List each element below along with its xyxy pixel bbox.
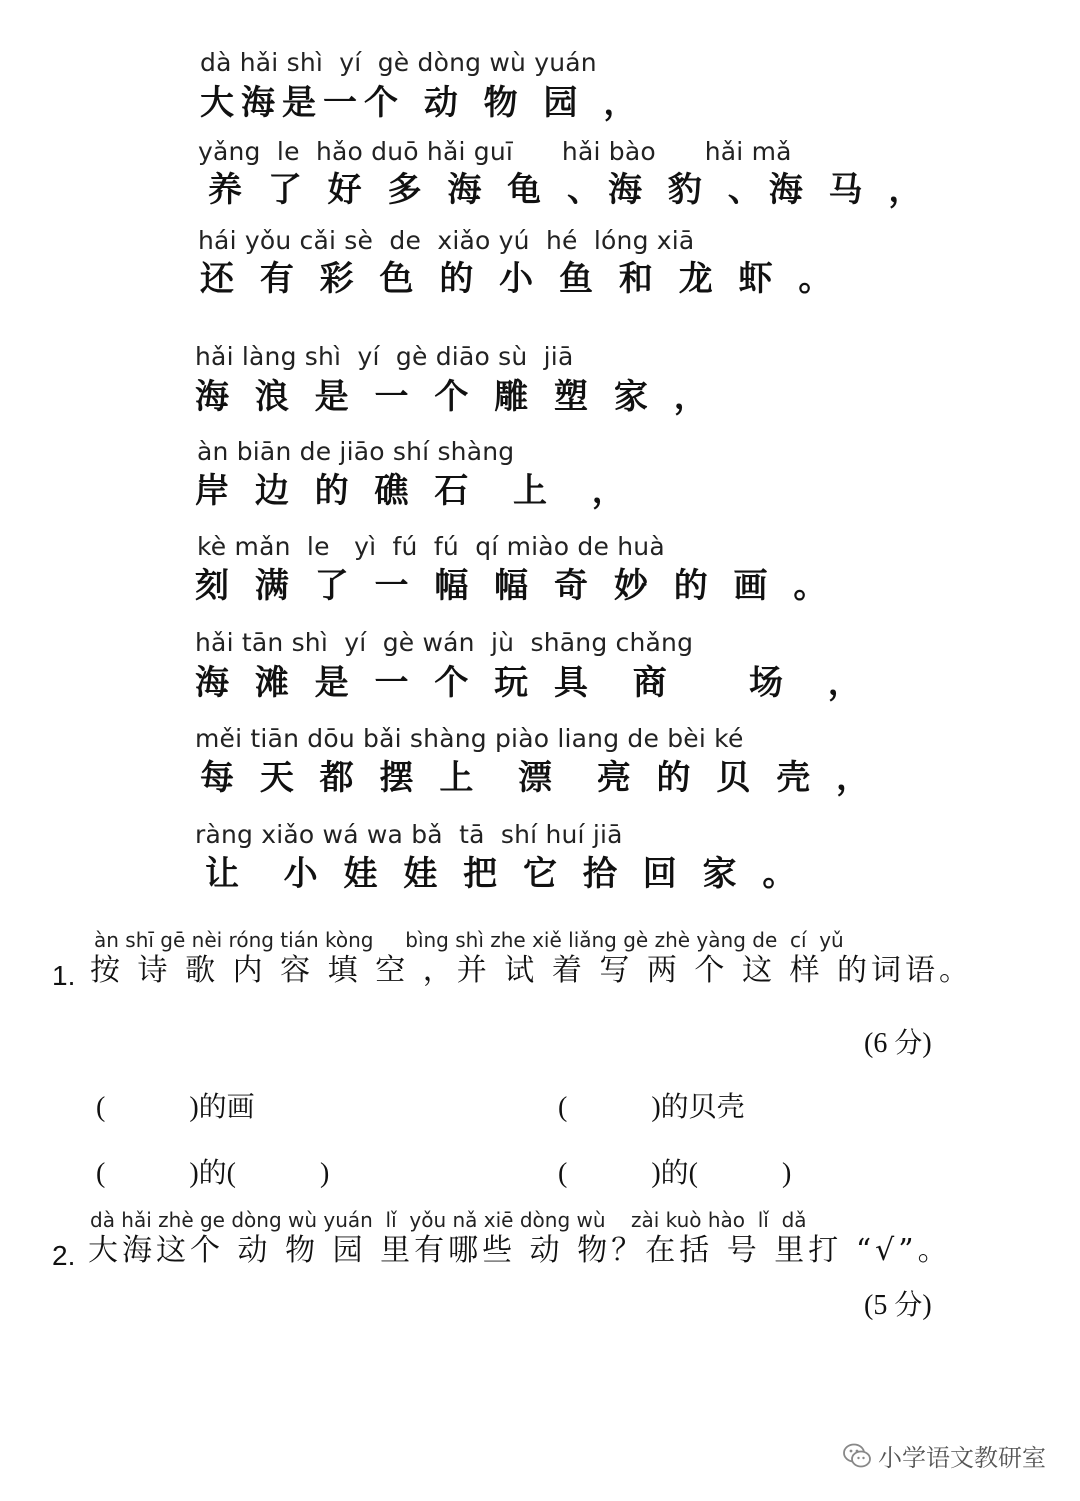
blank-row-2-right[interactable]: ( )的( )	[558, 1158, 792, 1189]
blank-row-1-left[interactable]: ( )的画	[96, 1092, 255, 1123]
question-2-text: 大海这个 动 物 园 里有哪些 动 物？在括 号 里打 “√”。	[88, 1233, 952, 1268]
poem-line-4-pinyin: hǎi làng shì yí gè diāo sù jiā	[195, 342, 574, 371]
poem-line-7-hanzi: 海 滩 是 一 个 玩 具 商 场 ，	[195, 663, 869, 703]
poem-line-6-pinyin: kè mǎn le yì fú fú qí miào de huà	[197, 532, 665, 561]
poem-line-1-pinyin: dà hǎi shì yí gè dòng wù yuán	[200, 48, 597, 77]
poem-line-3-pinyin: hái yǒu cǎi sè de xiǎo yú hé lóng xiā	[198, 226, 695, 255]
poem-line-2-hanzi: 养 了 好 多 海 龟 、海 豹 、海 马 ，	[208, 170, 930, 210]
question-1-score: (6 分)	[864, 1028, 932, 1059]
blank-row-1-right[interactable]: ( )的贝壳	[558, 1092, 745, 1123]
poem-line-6-hanzi: 刻 满 了 一 幅 幅 奇 妙 的 画 。	[195, 566, 835, 606]
poem-line-1-hanzi: 大海是一个 动 物 园 ，	[200, 83, 645, 123]
poem-line-8-pinyin: měi tiān dōu bǎi shàng piào liang de bèi ké	[195, 724, 744, 753]
poem-line-2-pinyin: yǎng le hǎo duō hǎi guī hǎi bào hǎi mǎ	[198, 137, 792, 166]
poem-line-9-pinyin: ràng xiǎo wá wa bǎ tā shí huí jiā	[195, 820, 623, 849]
blank-row-2-left[interactable]: ( )的( )	[96, 1158, 330, 1189]
poem-line-7-pinyin: hǎi tān shì yí gè wán jù shāng chǎng	[195, 628, 694, 657]
question-1-text: 按 诗 歌 内 容 填 空 ，并 试 着 写 两 个 这 样 的词语。	[90, 953, 974, 988]
poem-line-5-hanzi: 岸 边 的 礁 石 上 ，	[195, 471, 633, 511]
question-1-pinyin: àn shī gē nèi róng tián kòng bìng shì zhe xiě liǎng gè zhè yàng de cí yǔ	[94, 928, 844, 952]
poem-line-5-pinyin: àn biān de jiāo shí shàng	[197, 437, 515, 466]
poem-line-8-hanzi: 每 天 都 摆 上 漂 亮 的 贝 壳 ，	[200, 758, 878, 798]
watermark-text: 小学语文教研室	[878, 1444, 1046, 1472]
wechat-icon	[842, 1441, 872, 1471]
poem-line-4-hanzi: 海 浪 是 一 个 雕 塑 家 ，	[195, 377, 715, 417]
question-2-pinyin: dà hǎi zhè ge dòng wù yuán lǐ yǒu nǎ xiē dòng wù zài kuò hào lǐ dǎ	[90, 1208, 807, 1232]
question-2-score: (5 分)	[864, 1290, 932, 1321]
poem-line-3-hanzi: 还 有 彩 色 的 小 鱼 和 龙 虾 。	[200, 259, 840, 299]
question-2-number: 2.	[52, 1240, 76, 1271]
poem-line-9-hanzi: 让 小 娃 娃 把 它 拾 回 家 。	[205, 854, 804, 894]
watermark	[842, 1438, 1046, 1473]
question-1-number: 1.	[52, 960, 76, 991]
